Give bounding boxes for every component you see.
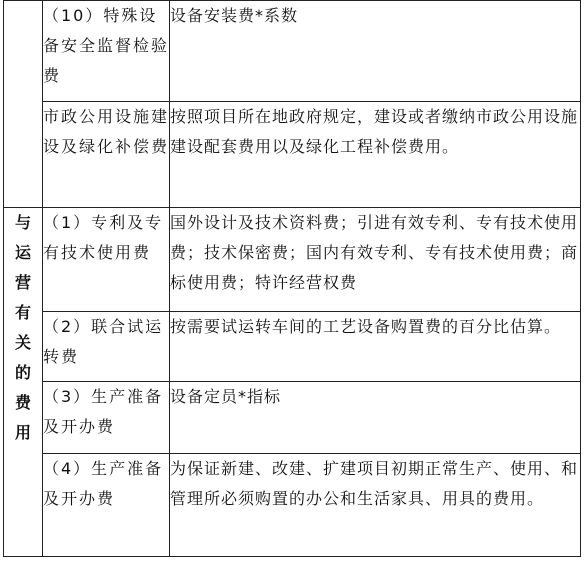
desc-cell: 设备安装费*系数 — [170, 1, 581, 102]
table-row — [4, 208, 581, 312]
category-char: 运 — [14, 243, 31, 262]
item-cell: （10）特殊设备安全监督检验费 — [43, 1, 170, 102]
category-cell-empty — [4, 1, 43, 208]
cost-table — [3, 0, 581, 557]
category-char: 费 — [14, 393, 31, 412]
desc-cell: 国外设计及技术资料费；引进有效专利、专有技术使用费；技术保密费；国内有效专利、专有技术使用费；商标使用费；特许经营权费 — [170, 208, 581, 312]
category-cell — [4, 208, 43, 557]
desc-cell: 为保证新建、改建、扩建项目初期正常生产、使用、和管理所必须购置的办公和生活家具、用具的费用。 — [170, 454, 581, 557]
item-cell: （2）联合试运转费 — [43, 312, 170, 382]
table-row — [4, 102, 581, 208]
item-cell: 市政公用设施建设及绿化补偿费 — [43, 102, 170, 208]
category-char: 用 — [14, 423, 31, 442]
category-char: 有 — [14, 303, 31, 322]
table-row — [4, 312, 581, 382]
category-char: 关 — [14, 333, 31, 352]
desc-cell: 设备定员*指标 — [170, 382, 581, 454]
table-row — [4, 382, 581, 454]
category-char: 与 — [14, 213, 31, 232]
item-cell: （3）生产准备及开办费 — [43, 382, 170, 454]
table-row — [4, 454, 581, 557]
item-cell: （4）生产准备及开办费 — [43, 454, 170, 557]
category-char: 营 — [14, 273, 31, 292]
table-row — [4, 1, 581, 102]
category-char: 的 — [14, 363, 31, 382]
desc-cell: 按需要试运转车间的工艺设备购置费的百分比估算。 — [170, 312, 581, 382]
item-cell: （1）专利及专有技术使用费 — [43, 208, 170, 312]
desc-cell: 按照项目所在地政府规定，建设或者缴纳市政公用设施建设配套费用以及绿化工程补偿费用。 — [170, 102, 581, 208]
